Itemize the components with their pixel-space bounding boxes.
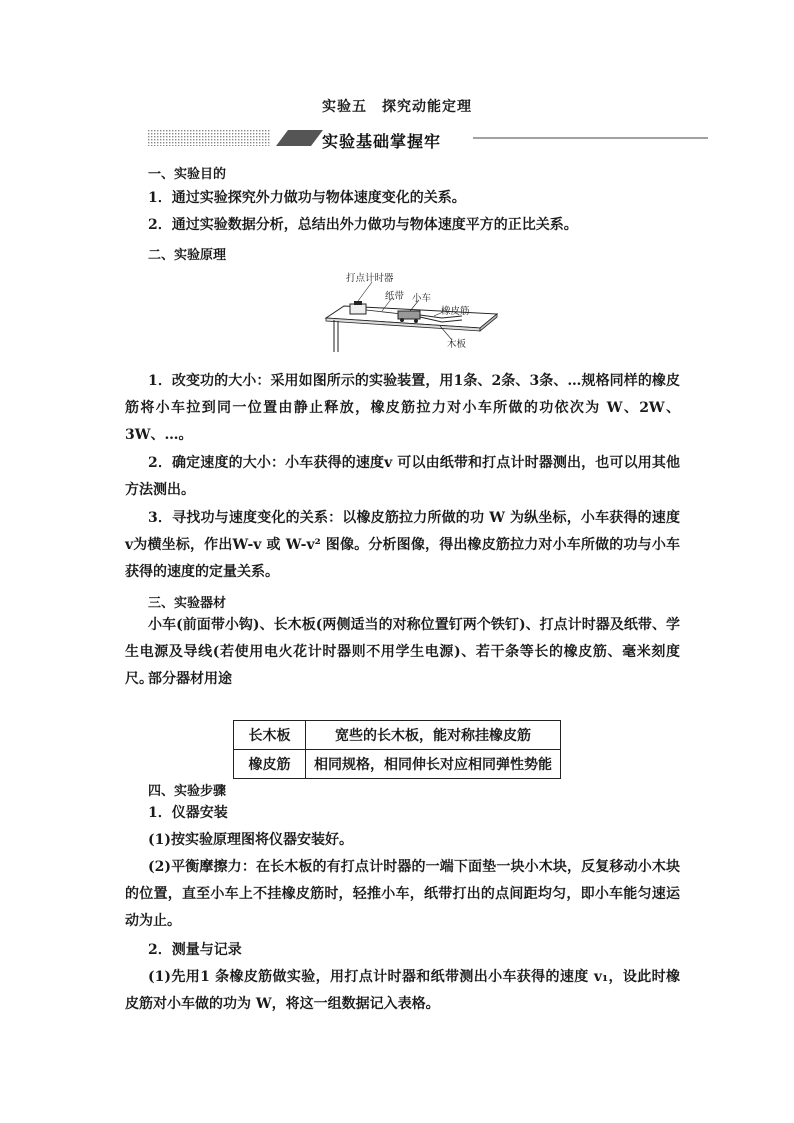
label-tape: 纸带 bbox=[385, 291, 405, 302]
step-1a: (1)按实验原理图将仪器安装好。 bbox=[148, 832, 353, 848]
table-cell-use: 宽些的长木板，能对称挂橡皮筋 bbox=[306, 721, 561, 750]
heading-equipment: 三、实验器材 bbox=[148, 596, 227, 611]
label-rubber: 橡皮筋 bbox=[441, 306, 470, 317]
label-timer: 打点计时器 bbox=[346, 273, 394, 284]
table-row bbox=[234, 750, 561, 779]
principle-para-1: 1．改变功的大小：采用如图所示的实验装置，用1条、2条、3条、…规格同样的橡皮筋将小车拉到同一位置由静止释放，橡皮筋拉力对小车所做的功依次为 W、2W、3W、…。 bbox=[125, 373, 680, 443]
heading-principle: 二、实验原理 bbox=[148, 248, 227, 263]
heading-steps: 四、实验步骤 bbox=[148, 784, 227, 799]
table-row bbox=[234, 721, 561, 750]
heading-purpose: 一、实验目的 bbox=[148, 167, 227, 182]
table-cell-item: 橡皮筋 bbox=[234, 750, 306, 779]
label-cart: 小车 bbox=[412, 293, 432, 304]
purpose-item-2: 2．通过实验数据分析，总结出外力做功与物体速度平方的正比关系。 bbox=[148, 217, 578, 233]
step-1-title: 1．仪器安装 bbox=[148, 805, 228, 821]
step-2-title: 2．测量与记录 bbox=[148, 942, 242, 958]
principle-para-3: 3．寻找功与速度变化的关系：以橡皮筋拉力所做的功 W 为纵坐标，小车获得的速度v为横坐标，作出W-v 或 W-v² 图像。分析图像，得出橡皮筋拉力对小车所做的功与小车获得的速度的定量关系。 bbox=[125, 510, 680, 580]
step-2a: (1)先用1 条橡皮筋做实验，用打点计时器和纸带测出小车获得的速度 v₁，设此时橡皮筋对小车做的功为 W，将这一组数据记入表格。 bbox=[125, 969, 680, 1012]
principle-para-2: 2．确定速度的大小：小车获得的速度v 可以由纸带和打点计时器测出，也可以用其他方法测出。 bbox=[125, 455, 680, 498]
page-title: 实验五 探究动能定理 bbox=[322, 99, 472, 115]
equipment-table bbox=[233, 720, 561, 779]
table-cell-use: 相同规格，相同伸长对应相同弹性势能 bbox=[306, 750, 561, 779]
purpose-item-1: 1．通过实验探究外力做功与物体速度变化的关系。 bbox=[148, 190, 466, 206]
table-cell-item: 长木板 bbox=[234, 721, 306, 750]
equipment-para: 小车(前面带小钩)、长木板(两侧适当的对称位置钉两个铁钉)、打点计时器及纸带、学生电源及导线(若使用电火花计时器则不用学生电源)、若干条等长的橡皮筋、毫米刻度尺。 bbox=[125, 617, 680, 687]
label-board: 木板 bbox=[447, 339, 467, 350]
equipment-subtitle: 部分器材用途 bbox=[148, 671, 232, 687]
banner-title: 实验基础掌握牢 bbox=[322, 132, 442, 151]
step-1b: (2)平衡摩擦力：在长木板的有打点计时器的一端下面垫一块小木块，反复移动小木块的位置，直至小车上不挂橡皮筋时，轻推小车，纸带打出的点间距均匀，即小车能匀速运动为止。 bbox=[125, 859, 680, 929]
